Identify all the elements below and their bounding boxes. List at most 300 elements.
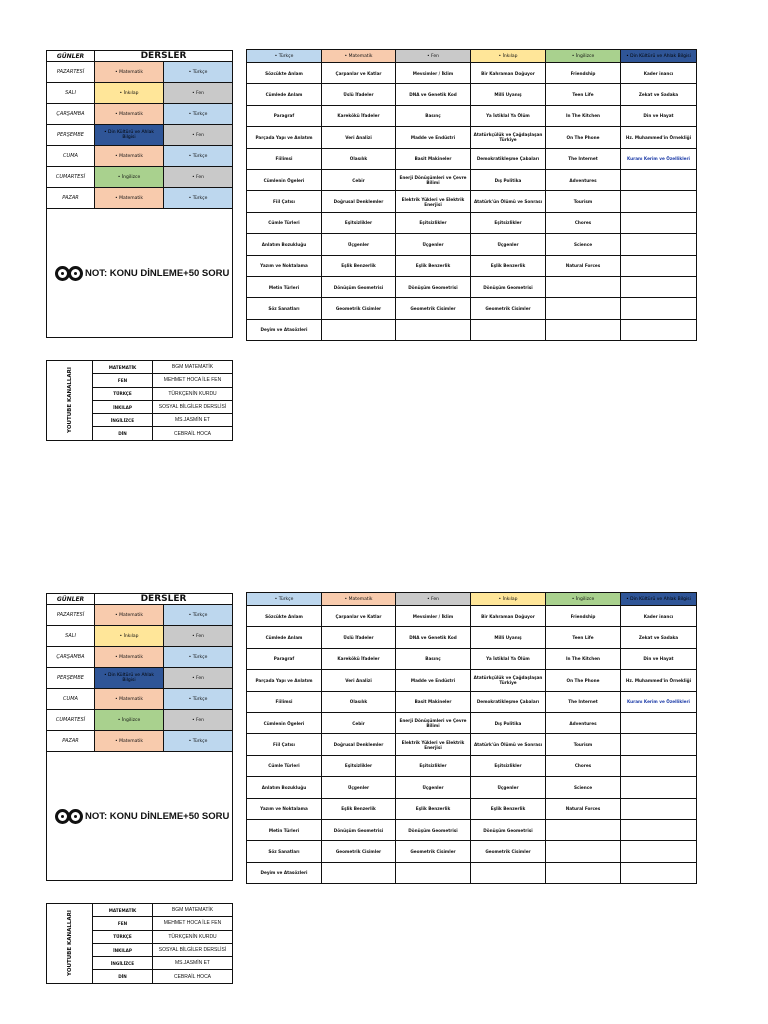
topic-cell: Ya İstiklal Ya Ölüm (471, 105, 546, 126)
lesson-cell: • Fen (164, 167, 233, 188)
header-days: GÜNLER (47, 594, 95, 605)
topic-cell: Adventures (546, 169, 621, 190)
topic-cell: On The Phone (546, 127, 621, 148)
topic-cell: Dönüşüm Geometrisi (396, 819, 471, 840)
topic-cell: Zekat ve Sadaka (621, 84, 697, 105)
eyes-icon (55, 266, 81, 281)
subject-header: • İnkılap (471, 50, 546, 63)
topic-cell: Veri Analizi (322, 670, 396, 691)
topic-cell: Kuranı Kerim ve Özellikleri (621, 148, 697, 169)
topic-cell (621, 755, 697, 776)
topic-cell: Eşlik Benzerlik (322, 255, 396, 276)
topic-row (247, 63, 697, 84)
channel-name: CEBRAİL HOCA (153, 970, 233, 983)
day-label: CUMA (47, 689, 95, 710)
topic-cell: Bir Kahraman Doğuyor (471, 606, 546, 627)
youtube-side-cell (47, 904, 93, 984)
topic-cell: The Internet (546, 148, 621, 169)
lesson-cell: • Türkçe (164, 689, 233, 710)
topic-row (247, 862, 697, 883)
channel-name: MS.JASMİN ET (153, 957, 233, 970)
topic-cell: Science (546, 777, 621, 798)
topic-cell: Bir Kahraman Doğuyor (471, 63, 546, 84)
topic-cell (621, 734, 697, 755)
channel-subject: İNGİLİZCE (93, 957, 153, 970)
topics-body (247, 606, 697, 884)
topic-cell: Üçgenler (322, 234, 396, 255)
topic-cell: Geometrik Cisimler (471, 841, 546, 862)
channel-name: BGM MATEMATİK (153, 361, 233, 374)
topic-cell (621, 276, 697, 297)
subject-header: • Türkçe (247, 593, 322, 606)
channel-name: MEHMET HOCA İLE FEN (153, 374, 233, 387)
topic-cell: Zekat ve Sadaka (621, 627, 697, 648)
topic-cell: Friendship (546, 63, 621, 84)
topic-row (247, 276, 697, 297)
topic-cell: Basit Makineler (396, 691, 471, 712)
topics-body (247, 63, 697, 341)
topic-cell (621, 841, 697, 862)
topic-row (247, 127, 697, 148)
channel-name: SOSYAL BİLGİLER DERSLİSİ (153, 943, 233, 956)
topic-cell (396, 319, 471, 340)
topic-cell (546, 819, 621, 840)
topic-cell: Friendship (546, 606, 621, 627)
youtube-channels-table (46, 360, 233, 441)
day-label: ÇARŞAMBA (47, 104, 95, 125)
topic-row (247, 670, 697, 691)
day-label: CUMA (47, 146, 95, 167)
topic-cell: Atatürk'ün Ölümü ve Sonrası (471, 734, 546, 755)
day-label: PERŞEMBE (47, 668, 95, 689)
schedule-row (47, 62, 233, 83)
topic-cell: Metin Türleri (247, 819, 322, 840)
topic-cell: Mevsimler / İklim (396, 606, 471, 627)
topic-cell: Madde ve Endüstri (396, 127, 471, 148)
topic-cell: Sözcükte Anlam (247, 606, 322, 627)
topic-row (247, 627, 697, 648)
schedule-row (47, 626, 233, 647)
topic-cell: Geometrik Cisimler (471, 298, 546, 319)
topic-row (247, 212, 697, 233)
topic-cell (546, 841, 621, 862)
topic-cell: Eşitsizlikler (396, 755, 471, 776)
weekly-schedule-table (46, 50, 233, 338)
topics-header-row (247, 50, 697, 63)
topic-cell (621, 777, 697, 798)
topic-cell: Cümle Türleri (247, 755, 322, 776)
schedule-row (47, 188, 233, 209)
day-label: PAZARTESİ (47, 62, 95, 83)
topic-row (247, 255, 697, 276)
topic-cell: Fiilimsi (247, 148, 322, 169)
subject-header: • Fen (396, 50, 471, 63)
lesson-cell: • Din Kültürü ve Ahlak Bilgisi (95, 125, 164, 146)
channel-name: MS.JASMİN ET (153, 414, 233, 427)
topic-row (247, 691, 697, 712)
topic-cell: Üçgenler (396, 234, 471, 255)
topic-cell: Paragraf (247, 105, 322, 126)
lesson-cell: • Fen (164, 668, 233, 689)
topic-cell: Din ve Hayat (621, 648, 697, 669)
topic-cell: The Internet (546, 691, 621, 712)
subject-header: • Din Kültürü ve Ahlak Bilgisi (621, 593, 697, 606)
topic-cell (621, 212, 697, 233)
topic-cell: Enerji Dönüşümleri ve Çevre Bilimi (396, 169, 471, 190)
topic-cell: Sözcükte Anlam (247, 63, 322, 84)
youtube-side-label: YOUTUBE KANALLARI (66, 367, 73, 434)
topic-row (247, 777, 697, 798)
topic-row (247, 319, 697, 340)
topic-cell: Olasılık (322, 148, 396, 169)
topic-row (247, 234, 697, 255)
topic-cell: Çarpanlar ve Katlar (322, 606, 396, 627)
topic-cell: In The Kitchen (546, 648, 621, 669)
schedule-row (47, 689, 233, 710)
topic-cell (546, 276, 621, 297)
topic-cell: Geometrik Cisimler (396, 298, 471, 319)
topic-cell: Eşlik Benzerlik (322, 798, 396, 819)
topic-cell: Kader inancı (621, 63, 697, 84)
subject-header: • İngilizce (546, 50, 621, 63)
topic-cell: Cebir (322, 169, 396, 190)
schedule-row (47, 647, 233, 668)
lesson-cell: • Matematik (95, 605, 164, 626)
topic-cell: Eşlik Benzerlik (396, 255, 471, 276)
day-label: PERŞEMBE (47, 125, 95, 146)
lesson-cell: • İnkılap (95, 83, 164, 104)
topic-cell: Basınç (396, 648, 471, 669)
eyes-icon (55, 809, 81, 824)
topic-cell: Cümlede Anlam (247, 84, 322, 105)
topic-cell (621, 234, 697, 255)
lesson-cell: • Matematik (95, 146, 164, 167)
topic-cell: Eşlik Benzerlik (471, 798, 546, 819)
topic-cell: Üslü İfadeler (322, 84, 396, 105)
channel-subject: TÜRKÇE (93, 930, 153, 943)
channel-subject: İNKILAP (93, 943, 153, 956)
topic-cell: Cebir (322, 712, 396, 733)
topic-cell: Deyim ve Atasözleri (247, 862, 322, 883)
topic-cell: Atatürkçülük ve Çağdaşlaşan Türkiye (471, 670, 546, 691)
topics-header-row (247, 593, 697, 606)
topic-row (247, 798, 697, 819)
lesson-cell: • Matematik (95, 188, 164, 209)
topic-cell (621, 169, 697, 190)
topic-cell: Üslü İfadeler (322, 627, 396, 648)
topic-cell: Atatürkçülük ve Çağdaşlaşan Türkiye (471, 127, 546, 148)
youtube-side-cell (47, 361, 93, 441)
topic-cell: Adventures (546, 712, 621, 733)
topic-cell: Science (546, 234, 621, 255)
topic-cell: Üçgenler (322, 777, 396, 798)
topic-cell: In The Kitchen (546, 105, 621, 126)
topic-cell: Dönüşüm Geometrisi (396, 276, 471, 297)
topic-cell: Anlatım Bozukluğu (247, 234, 322, 255)
lesson-cell: • Fen (164, 125, 233, 146)
topic-cell: Dönüşüm Geometrisi (322, 819, 396, 840)
topic-cell: Elektrik Yükleri ve Elektrik Enerjisi (396, 734, 471, 755)
channel-name: MEHMET HOCA İLE FEN (153, 917, 233, 930)
study-note: NOT: KONU DİNLEME+50 SORU (85, 810, 230, 822)
channel-name: BGM MATEMATİK (153, 904, 233, 917)
channel-name: TÜRKÇENİN KURDU (153, 930, 233, 943)
topic-cell: Atatürk'ün Ölümü ve Sonrası (471, 191, 546, 212)
lesson-cell: • Matematik (95, 689, 164, 710)
topic-cell: Eşlik Benzerlik (471, 255, 546, 276)
topic-cell: Cümle Türleri (247, 212, 322, 233)
lesson-cell: • Fen (164, 83, 233, 104)
topic-cell: Dönüşüm Geometrisi (471, 819, 546, 840)
topic-cell: Eşitsizlikler (322, 755, 396, 776)
topic-cell (322, 862, 396, 883)
schedule-row (47, 146, 233, 167)
topic-cell: Fiil Çatısı (247, 191, 322, 212)
topic-cell: Cümlenin Ögeleri (247, 712, 322, 733)
topic-cell: Elektrik Yükleri ve Elektrik Enerjisi (396, 191, 471, 212)
topic-cell (621, 798, 697, 819)
topic-row (247, 148, 697, 169)
lesson-cell: • Türkçe (164, 146, 233, 167)
schedule-row (47, 605, 233, 626)
topic-cell: Din ve Hayat (621, 105, 697, 126)
day-label: CUMARTESİ (47, 167, 95, 188)
day-label: PAZAR (47, 731, 95, 752)
schedule-row (47, 125, 233, 146)
topic-cell: Kader inancı (621, 606, 697, 627)
channel-name: CEBRAİL HOCA (153, 427, 233, 440)
topics-table (246, 49, 697, 341)
topic-row (247, 84, 697, 105)
topic-cell: Basınç (396, 105, 471, 126)
topic-cell: DNA ve Genetik Kod (396, 627, 471, 648)
lesson-cell: • Matematik (95, 62, 164, 83)
topic-cell: Söz Sanatları (247, 841, 322, 862)
topic-cell (471, 319, 546, 340)
topic-cell: Eşitsizlikler (396, 212, 471, 233)
topic-cell: Söz Sanatları (247, 298, 322, 319)
topic-cell: Teen Life (546, 627, 621, 648)
topic-cell: Doğrusal Denklemler (322, 191, 396, 212)
topic-cell: Natural Forces (546, 798, 621, 819)
day-label: PAZAR (47, 188, 95, 209)
day-label: SALI (47, 83, 95, 104)
subject-header: • Türkçe (247, 50, 322, 63)
topic-cell (322, 319, 396, 340)
schedule-row (47, 731, 233, 752)
topic-row (247, 169, 697, 190)
subject-header: • Fen (396, 593, 471, 606)
topic-cell: Çarpanlar ve Katlar (322, 63, 396, 84)
topic-cell: Anlatım Bozukluğu (247, 777, 322, 798)
channel-subject: MATEMATİK (93, 904, 153, 917)
topic-cell: Metin Türleri (247, 276, 322, 297)
topic-cell: Doğrusal Denklemler (322, 734, 396, 755)
topic-row (247, 712, 697, 733)
channel-subject: İNGİLİZCE (93, 414, 153, 427)
topic-cell: Cümlenin Ögeleri (247, 169, 322, 190)
topic-row (247, 298, 697, 319)
topic-cell: Eşlik Benzerlik (396, 798, 471, 819)
lesson-cell: • İngilizce (95, 710, 164, 731)
topic-cell: Parçada Yapı ve Anlatım (247, 127, 322, 148)
lesson-cell: • Din Kültürü ve Ahlak Bilgisi (95, 668, 164, 689)
topic-cell: Natural Forces (546, 255, 621, 276)
weekly-schedule-table (46, 593, 233, 881)
subject-header: • Din Kültürü ve Ahlak Bilgisi (621, 50, 697, 63)
topic-cell (396, 862, 471, 883)
lesson-cell: • Türkçe (164, 605, 233, 626)
topic-cell: Geometrik Cisimler (322, 298, 396, 319)
day-label: PAZARTESİ (47, 605, 95, 626)
day-label: ÇARŞAMBA (47, 647, 95, 668)
topic-cell: Karekökü İfadeler (322, 648, 396, 669)
topic-cell: Enerji Dönüşümleri ve Çevre Bilimi (396, 712, 471, 733)
topic-cell: Dış Politika (471, 712, 546, 733)
channel-row (47, 361, 233, 374)
topic-cell: Madde ve Endüstri (396, 670, 471, 691)
topic-cell (621, 255, 697, 276)
lesson-cell: • Türkçe (164, 62, 233, 83)
channel-subject: DİN (93, 427, 153, 440)
lesson-cell: • Matematik (95, 647, 164, 668)
lesson-cell: • İnkılap (95, 626, 164, 647)
topic-cell: Geometrik Cisimler (322, 841, 396, 862)
channel-name: SOSYAL BİLGİLER DERSLİSİ (153, 400, 233, 413)
topic-cell: Kuranı Kerim ve Özellikleri (621, 691, 697, 712)
topic-row (247, 819, 697, 840)
topic-cell (546, 319, 621, 340)
topic-cell (621, 819, 697, 840)
topic-cell: Hz. Muhammed'in Örnekliği (621, 127, 697, 148)
topic-cell (621, 298, 697, 319)
topic-cell: Fiil Çatısı (247, 734, 322, 755)
topic-cell (621, 862, 697, 883)
topic-cell: Ya İstiklal Ya Ölüm (471, 648, 546, 669)
topic-cell: Dönüşüm Geometrisi (322, 276, 396, 297)
youtube-side-label: YOUTUBE KANALLARI (66, 910, 73, 977)
topic-cell: Olasılık (322, 691, 396, 712)
topic-row (247, 841, 697, 862)
topic-cell: Üçgenler (471, 777, 546, 798)
topic-cell: On The Phone (546, 670, 621, 691)
topic-cell: Tourism (546, 734, 621, 755)
schedule-row (47, 710, 233, 731)
plan-block-1 (0, 0, 768, 450)
topic-cell: Yazım ve Noktalama (247, 798, 322, 819)
topic-cell (621, 712, 697, 733)
channel-subject: MATEMATİK (93, 361, 153, 374)
topic-cell: Chores (546, 212, 621, 233)
channel-subject: DİN (93, 970, 153, 983)
topic-cell: Fiilimsi (247, 691, 322, 712)
day-label: CUMARTESİ (47, 710, 95, 731)
schedule-row (47, 104, 233, 125)
topic-cell: Parçada Yapı ve Anlatım (247, 670, 322, 691)
header-lessons: DERSLER (95, 594, 233, 605)
channel-subject: FEN (93, 374, 153, 387)
topic-row (247, 734, 697, 755)
lesson-cell: • Fen (164, 626, 233, 647)
topic-row (247, 105, 697, 126)
channel-row (47, 904, 233, 917)
youtube-channels-table (46, 903, 233, 984)
schedule-row (47, 668, 233, 689)
topic-cell (546, 298, 621, 319)
topic-cell: Demokratikleşme Çabaları (471, 148, 546, 169)
topic-cell: Paragraf (247, 648, 322, 669)
topic-cell (621, 319, 697, 340)
topic-cell (621, 191, 697, 212)
topic-cell: Milli Uyanış (471, 627, 546, 648)
topic-cell: Chores (546, 755, 621, 776)
topic-cell (546, 862, 621, 883)
note-cell (47, 752, 233, 881)
topic-cell: Teen Life (546, 84, 621, 105)
subject-header: • İngilizce (546, 593, 621, 606)
subject-header: • Matematik (322, 593, 396, 606)
topic-cell: Basit Makineler (396, 148, 471, 169)
topic-row (247, 648, 697, 669)
topic-cell: Cümlede Anlam (247, 627, 322, 648)
lesson-cell: • İngilizce (95, 167, 164, 188)
channel-subject: TÜRKÇE (93, 387, 153, 400)
topics-table (246, 592, 697, 884)
topic-cell: Eşitsizlikler (471, 212, 546, 233)
note-cell (47, 209, 233, 338)
topic-cell: Veri Analizi (322, 127, 396, 148)
topic-cell: DNA ve Genetik Kod (396, 84, 471, 105)
topic-cell: Mevsimler / İklim (396, 63, 471, 84)
study-note: NOT: KONU DİNLEME+50 SORU (85, 267, 230, 279)
topic-cell: Dönüşüm Geometrisi (471, 276, 546, 297)
day-label: SALI (47, 626, 95, 647)
lesson-cell: • Türkçe (164, 104, 233, 125)
channel-subject: İNKILAP (93, 400, 153, 413)
lesson-cell: • Fen (164, 710, 233, 731)
schedule-row (47, 83, 233, 104)
topic-cell: Hz. Muhammed'in Örnekliği (621, 670, 697, 691)
topic-cell: Karekökü İfadeler (322, 105, 396, 126)
topic-cell: Eşitsizlikler (471, 755, 546, 776)
topic-cell: Demokratikleşme Çabaları (471, 691, 546, 712)
topic-row (247, 191, 697, 212)
topic-cell: Eşitsizlikler (322, 212, 396, 233)
lesson-cell: • Matematik (95, 731, 164, 752)
lesson-cell: • Matematik (95, 104, 164, 125)
topic-cell: Milli Uyanış (471, 84, 546, 105)
topic-cell: Yazım ve Noktalama (247, 255, 322, 276)
subject-header: • Matematik (322, 50, 396, 63)
topic-cell (471, 862, 546, 883)
lesson-cell: • Türkçe (164, 731, 233, 752)
topic-row (247, 606, 697, 627)
subject-header: • İnkılap (471, 593, 546, 606)
lesson-cell: • Türkçe (164, 188, 233, 209)
topic-cell: Üçgenler (471, 234, 546, 255)
header-lessons: DERSLER (95, 51, 233, 62)
channel-name: TÜRKÇENİN KURDU (153, 387, 233, 400)
topic-cell: Dış Politika (471, 169, 546, 190)
lesson-cell: • Türkçe (164, 647, 233, 668)
topic-cell: Deyim ve Atasözleri (247, 319, 322, 340)
topic-row (247, 755, 697, 776)
schedule-row (47, 167, 233, 188)
plan-block-2 (0, 543, 768, 993)
topic-cell: Tourism (546, 191, 621, 212)
channel-subject: FEN (93, 917, 153, 930)
header-days: GÜNLER (47, 51, 95, 62)
